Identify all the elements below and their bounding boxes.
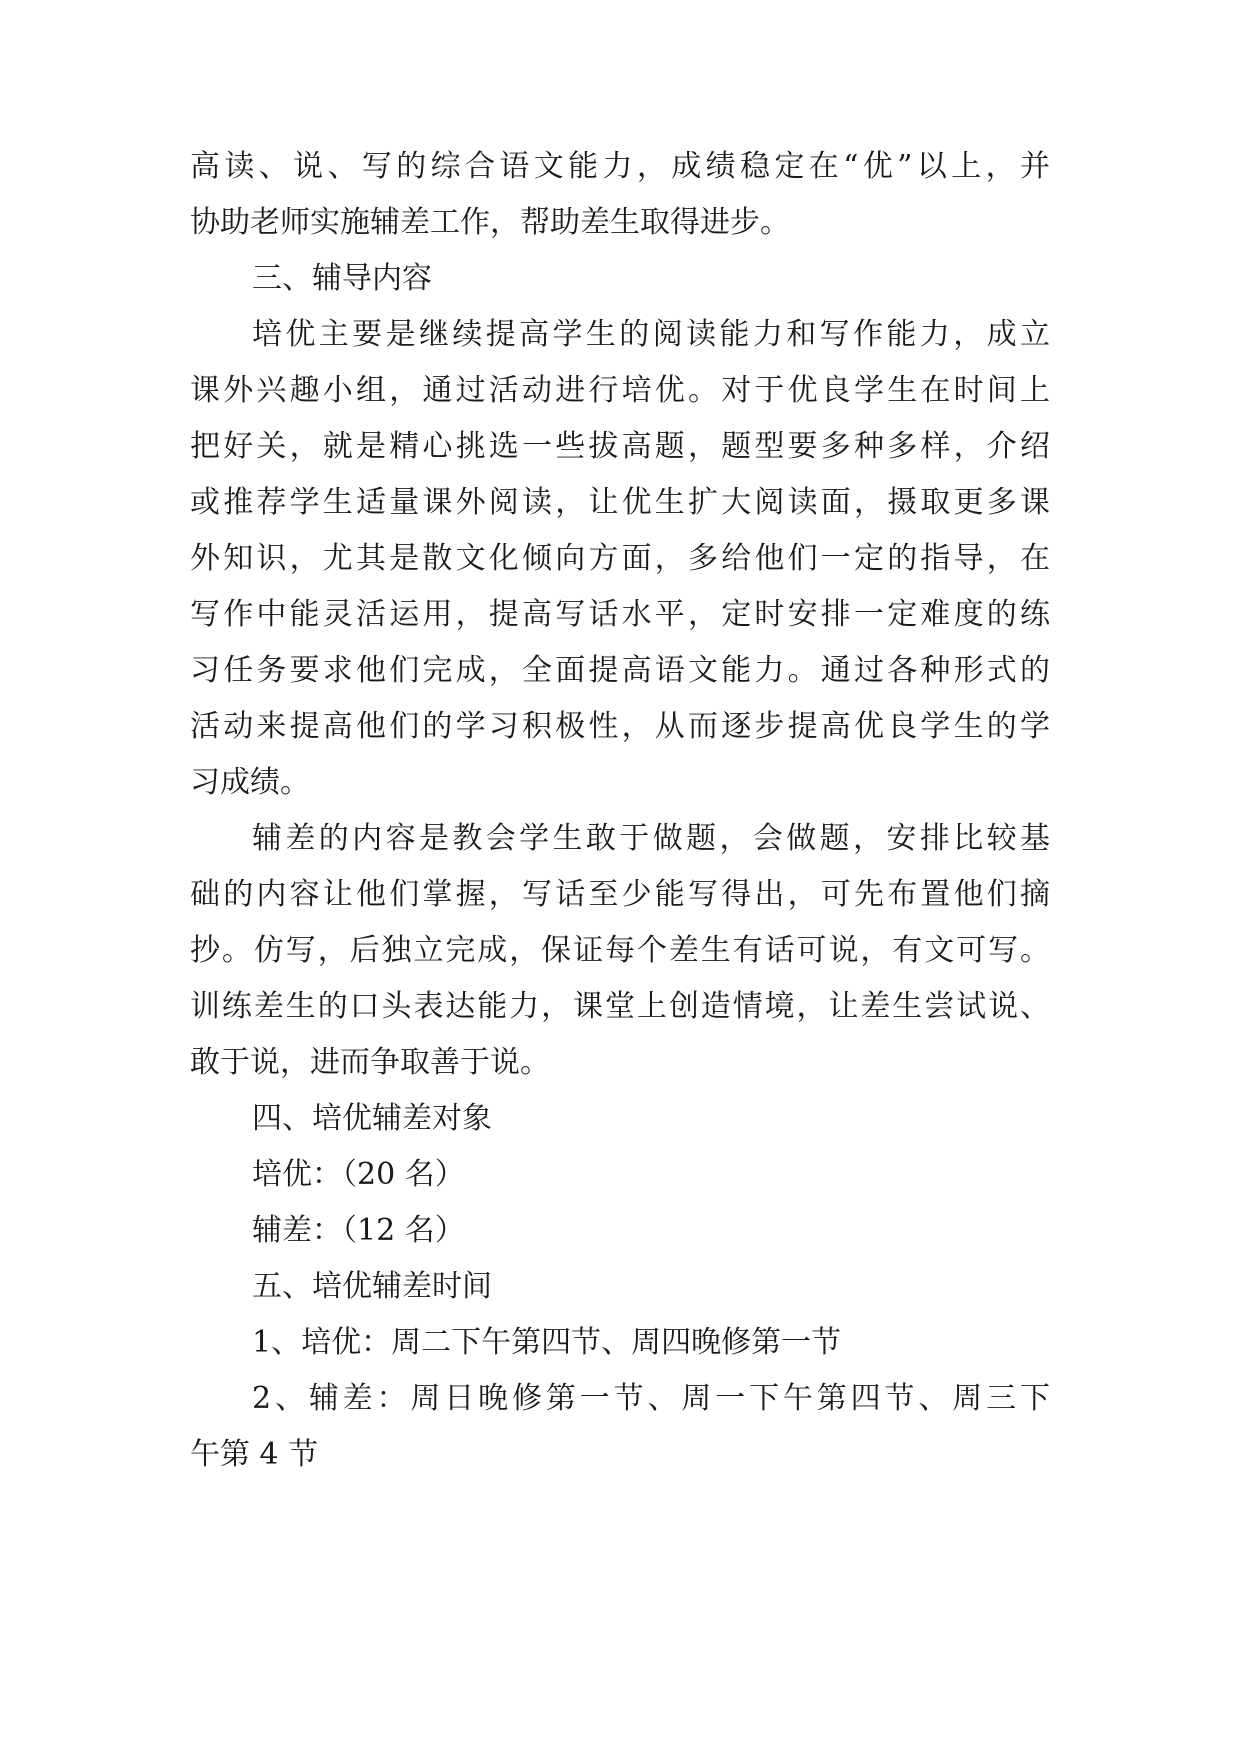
- paragraph-line: 写作中能灵活运用，提高写话水平，定时安排一定难度的练: [190, 597, 1050, 632]
- paragraph-line: 活动来提高他们的学习积极性，从而逐步提高优良学生的学: [190, 709, 1050, 744]
- paragraph-line: 抄。仿写，后独立完成，保证每个差生有话可说，有文可写。: [190, 933, 1050, 968]
- paragraph-line: 外知识，尤其是散文化倾向方面，多给他们一定的指导，在: [190, 541, 1050, 576]
- paragraph-line: 敢于说，进而争取善于说。: [190, 1045, 550, 1080]
- list-item: 辅差：（12 名）: [252, 1213, 465, 1248]
- list-item: 午第 4 节: [190, 1437, 319, 1472]
- paragraph-line: 础的内容让他们掌握，写话至少能写得出，可先布置他们摘: [190, 877, 1050, 912]
- section-heading: 四、培优辅差对象: [252, 1101, 492, 1136]
- paragraph-line: 把好关，就是精心挑选一些拔高题，题型要多种多样，介绍: [190, 429, 1050, 464]
- paragraph-line: 或推荐学生适量课外阅读，让优生扩大阅读面，摄取更多课: [190, 485, 1050, 520]
- paragraph-line: 习任务要求他们完成，全面提高语文能力。通过各种形式的: [190, 653, 1050, 688]
- paragraph-line: 课外兴趣小组，通过活动进行培优。对于优良学生在时间上: [190, 373, 1050, 408]
- paragraph-line: 培优主要是继续提高学生的阅读能力和写作能力，成立: [252, 317, 1050, 352]
- section-heading: 五、培优辅差时间: [252, 1269, 492, 1304]
- list-item: 1、培优：周二下午第四节、周四晚修第一节: [252, 1325, 842, 1360]
- list-item: 2、辅差：周日晚修第一节、周一下午第四节、周三下: [252, 1381, 1050, 1416]
- paragraph-line: 辅差的内容是教会学生敢于做题，会做题，安排比较基: [252, 821, 1050, 856]
- paragraph-line: 高读、说、写的综合语文能力，成绩稳定在“优”以上，并: [190, 149, 1050, 184]
- list-item: 培优：（20 名）: [252, 1157, 465, 1192]
- section-heading: 三、辅导内容: [252, 261, 432, 296]
- paragraph-line: 协助老师实施辅差工作，帮助差生取得进步。: [190, 205, 790, 240]
- paragraph-line: 训练差生的口头表达能力，课堂上创造情境，让差生尝试说、: [190, 989, 1050, 1024]
- paragraph-line: 习成绩。: [190, 765, 310, 800]
